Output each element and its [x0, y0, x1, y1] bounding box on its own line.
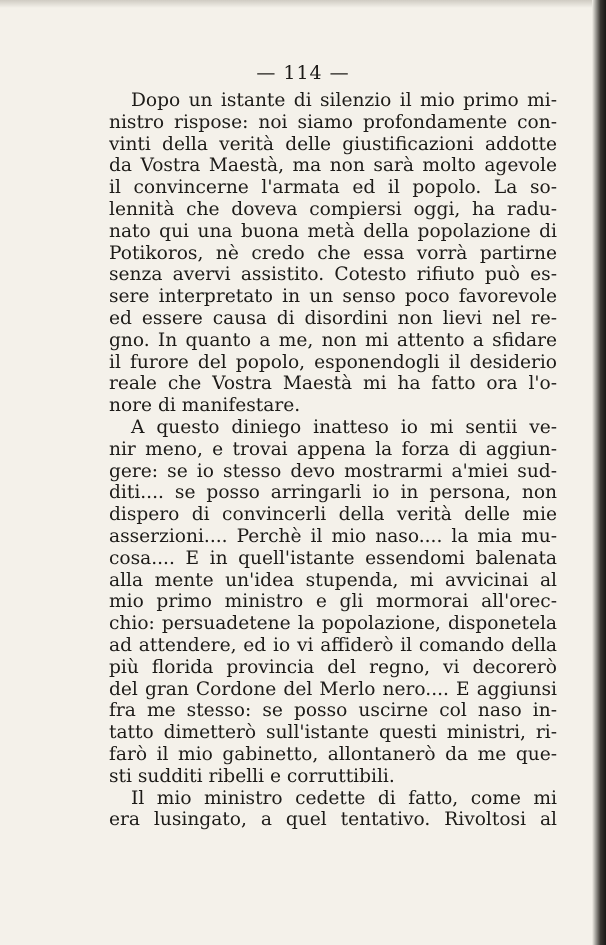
text-line: il convincerne l'armata ed il popolo. La so- — [109, 177, 557, 199]
text-line: alla mente un'idea stupenda, mi avvicinai al — [109, 569, 557, 591]
body-text — [109, 90, 557, 831]
text-line: era lusingato, a quel tentativo. Rivoltosi al — [109, 809, 557, 831]
text-line: senza avervi assistito. Cotesto rifiuto può es- — [109, 264, 557, 286]
text-line: asserzioni.... Perchè il mio naso.... la mia mu- — [109, 525, 557, 547]
text-line: cosa.... E in quell'istante essendomi balenata — [109, 547, 557, 569]
text-line: gno. In quanto a me, non mi attento a sfidare — [109, 329, 557, 351]
text-line: nistro rispose: noi siamo profondamente con- — [109, 111, 557, 133]
text-line: tatto dimetterò sull'istante questi ministri, ri- — [109, 722, 557, 744]
text-line: vinti della verità delle giustificazioni addotte — [109, 133, 557, 155]
page-binding-shadow — [592, 0, 606, 945]
text-line: farò il mio gabinetto, allontanerò da me que- — [109, 743, 557, 765]
text-line: mio primo ministro e gli mormorai all'orec- — [109, 591, 557, 613]
text-line: dispero di convincerli della verità delle mie — [109, 504, 557, 526]
page-number: — 114 — — [256, 62, 350, 84]
paragraph — [109, 90, 557, 417]
text-line: diti.... se posso arringarli io in persona, non — [109, 482, 557, 504]
text-line: sere interpretato in un senso poco favorevole — [109, 286, 557, 308]
paragraph — [109, 788, 557, 832]
text-line: del gran Cordone del Merlo nero.... E aggiunsi — [109, 678, 557, 700]
text-line: sti sudditi ribelli e corruttibili. — [109, 765, 395, 787]
text-line: nore di manifestare. — [109, 395, 301, 417]
text-line: da Vostra Maestà, ma non sarà molto agevole — [109, 155, 557, 177]
text-line: gere: se io stesso devo mostrarmi a'miei sud- — [109, 460, 557, 482]
text-line: nato qui una buona metà della popolazione di — [109, 220, 557, 242]
text-line: A questo diniego inatteso io mi sentii ve- — [131, 416, 557, 438]
text-line: reale che Vostra Maestà mi ha fatto ora l'o- — [109, 373, 557, 395]
paragraph — [109, 417, 557, 788]
text-line: chio: persuadetene la popolazione, disponetela — [109, 613, 557, 635]
text-line: Dopo un istante di silenzio il mio primo mi- — [131, 90, 557, 111]
text-line: più florida provincia del regno, vi decorerò — [109, 656, 557, 678]
text-line: ed essere causa di disordini non lievi nel re- — [109, 307, 557, 329]
text-line: fra me stesso: se posso uscirne col naso in- — [109, 700, 557, 722]
text-line: il furore del popolo, esponendogli il desiderio — [109, 351, 557, 373]
text-line: lennità che doveva compiersi oggi, ha radu- — [109, 198, 557, 220]
text-line: Potikoros, nè credo che essa vorrà partirne — [109, 242, 557, 264]
text-line: ad attendere, ed io vi affiderò il comando della — [109, 634, 557, 656]
text-line: Il mio ministro cedette di fatto, come mi — [131, 787, 557, 809]
page-edge-top — [0, 0, 606, 8]
text-line: nir meno, e trovai appena la forza di aggiun- — [109, 438, 557, 460]
